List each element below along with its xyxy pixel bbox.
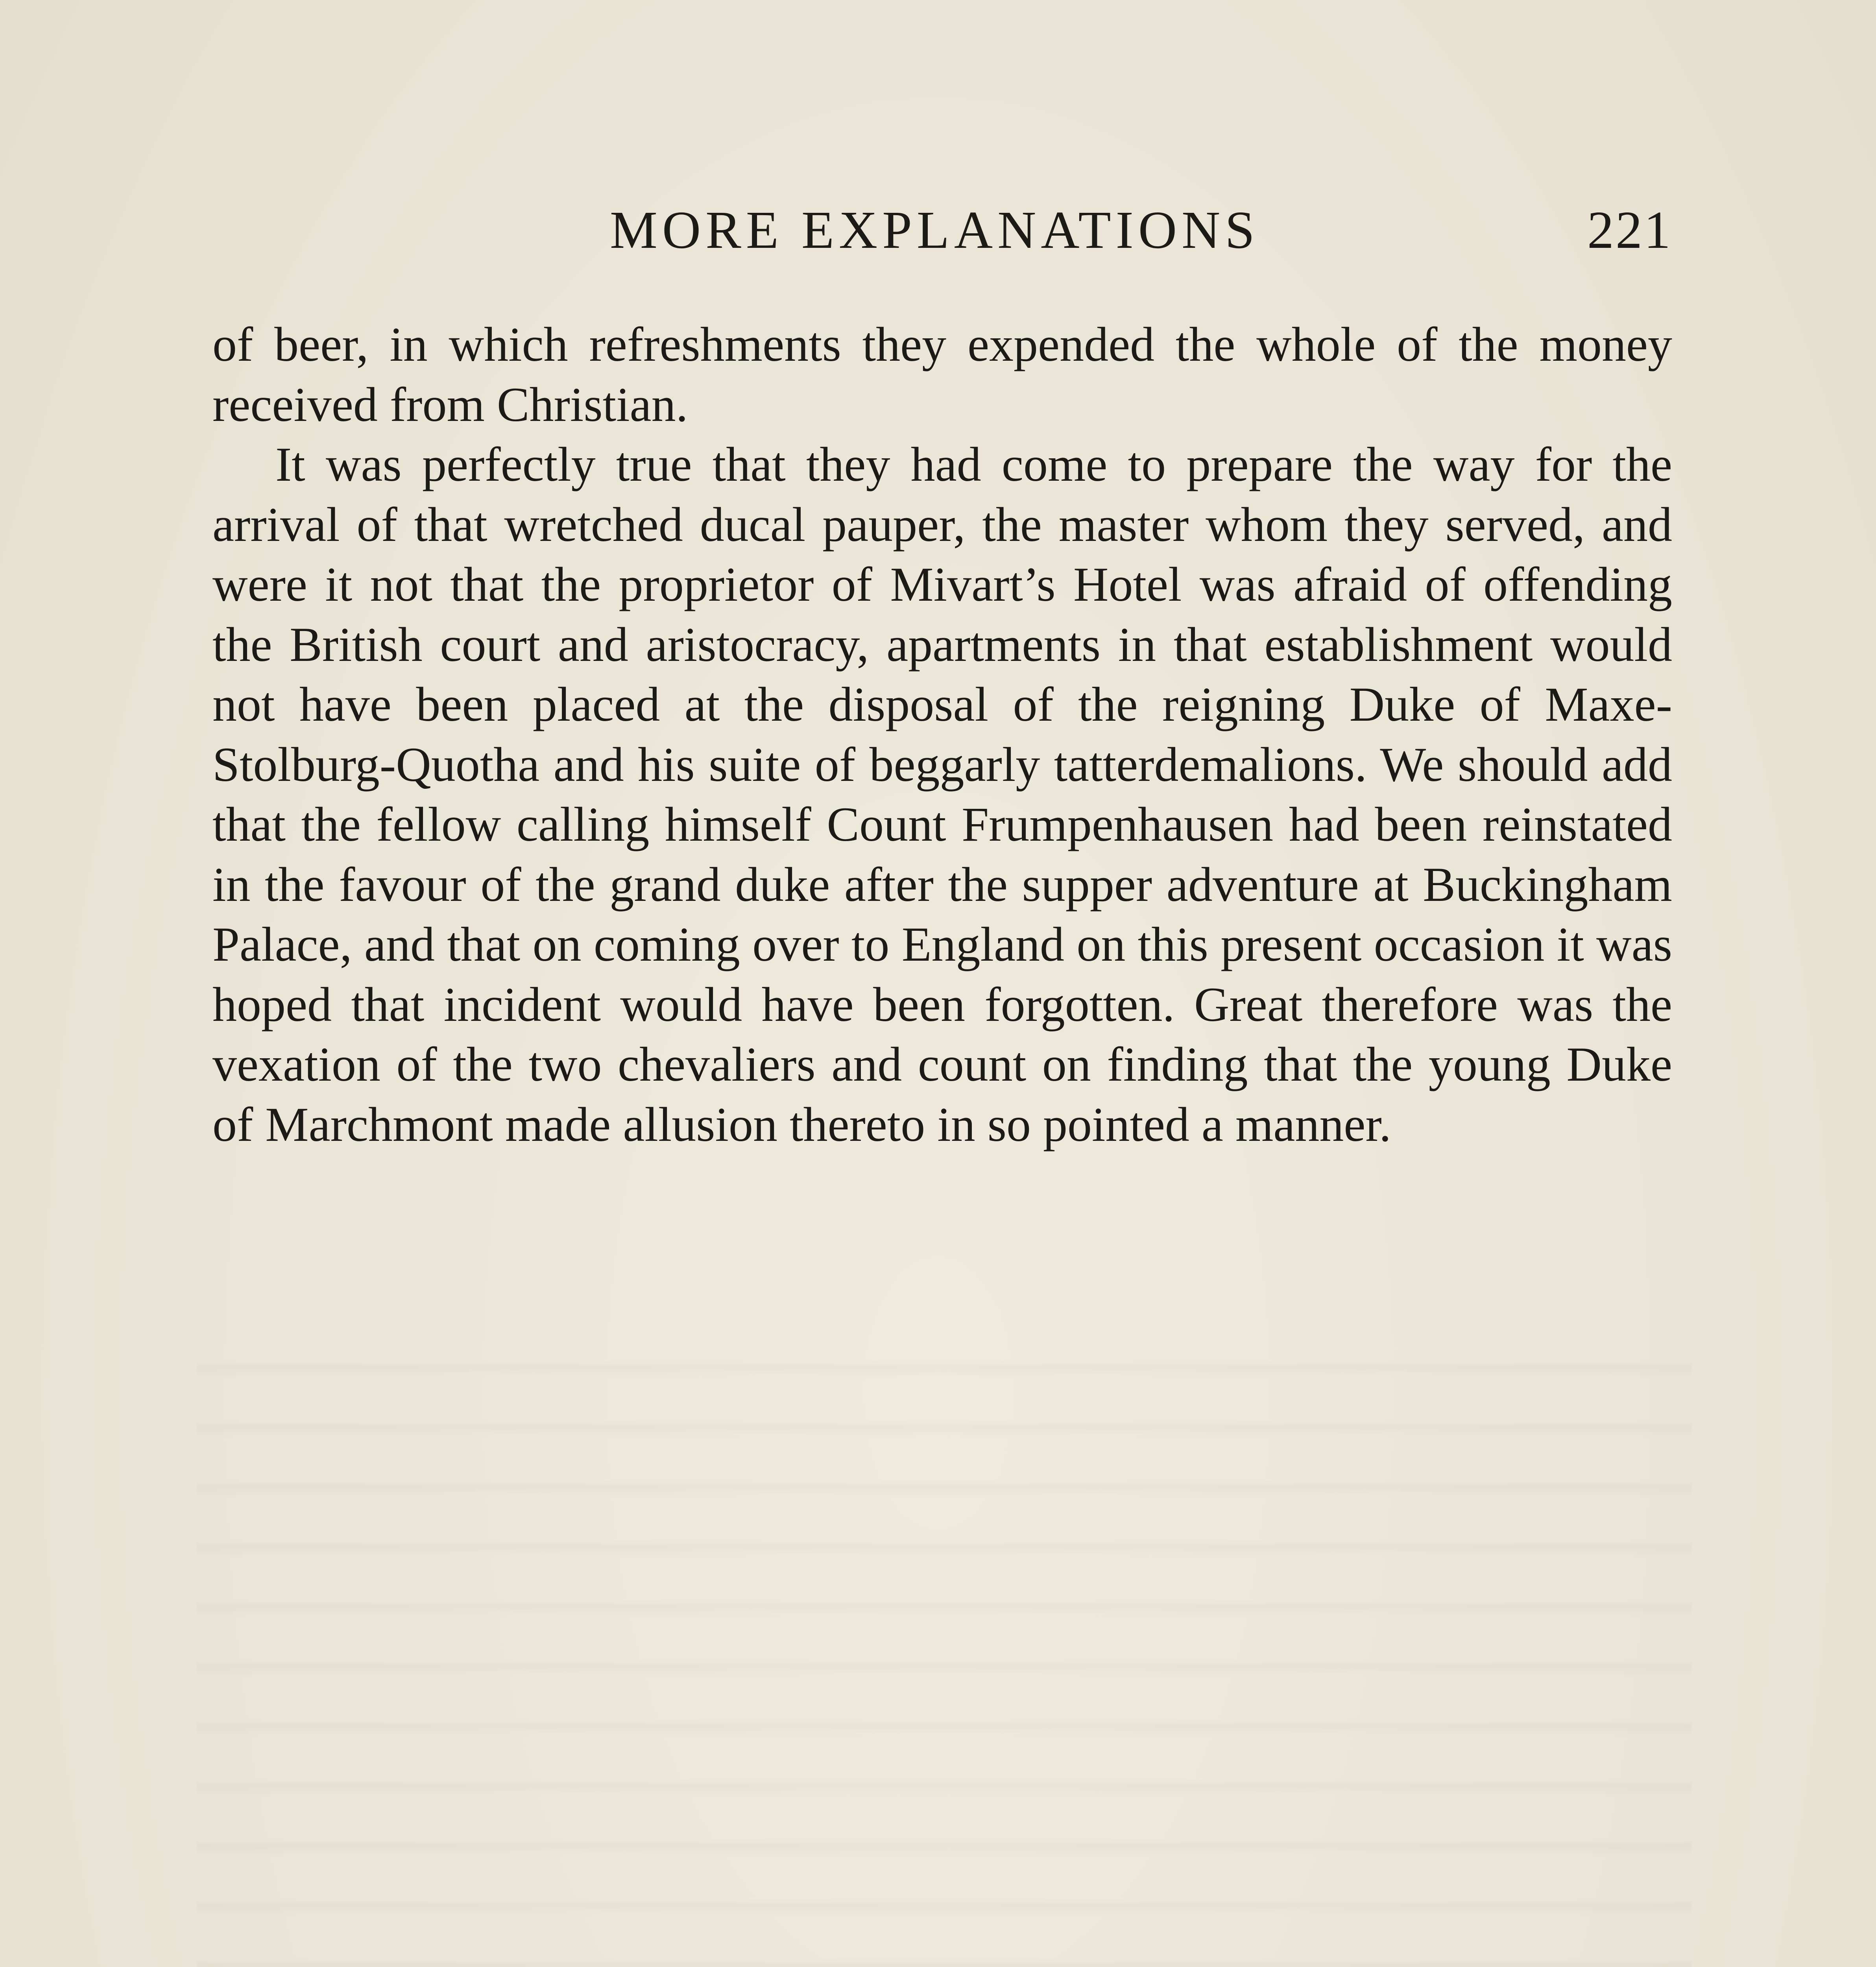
page-number: 221 — [1587, 201, 1672, 260]
body-text — [212, 315, 1672, 1155]
paragraph: It was perfectly true that they had come to prepare the way for the arrival of that wretched ducal pauper, the master whom they served, and were it not that the proprietor of Mivart’s Hotel was afraid of offending the British court and aristocracy, apartments in that establishment would not have been placed at the disposal of the reigning Duke of Maxe-Stolburg-Quotha and his suite of beggarly tatterdemalions. We should add that the fellow calling himself Count Frumpenhausen had been reinstated in the favour of the grand duke after the supper adventure at Buckingham Palace, and that on coming over to England on this present occasion it was hoped that incident would have been forgotten. Great therefore was the vexation of the two chevaliers and count on finding that the young Duke of Marchmont made allusion thereto in so pointed a manner. — [212, 437, 1672, 1151]
running-head: MORE EXPLANATIONS — [610, 201, 1259, 260]
page-header — [212, 201, 1672, 260]
paragraph-continued: of beer, in which refreshments they expended the whole of the money received from Christian. — [212, 317, 1672, 432]
show-through-text — [197, 1338, 1692, 1967]
